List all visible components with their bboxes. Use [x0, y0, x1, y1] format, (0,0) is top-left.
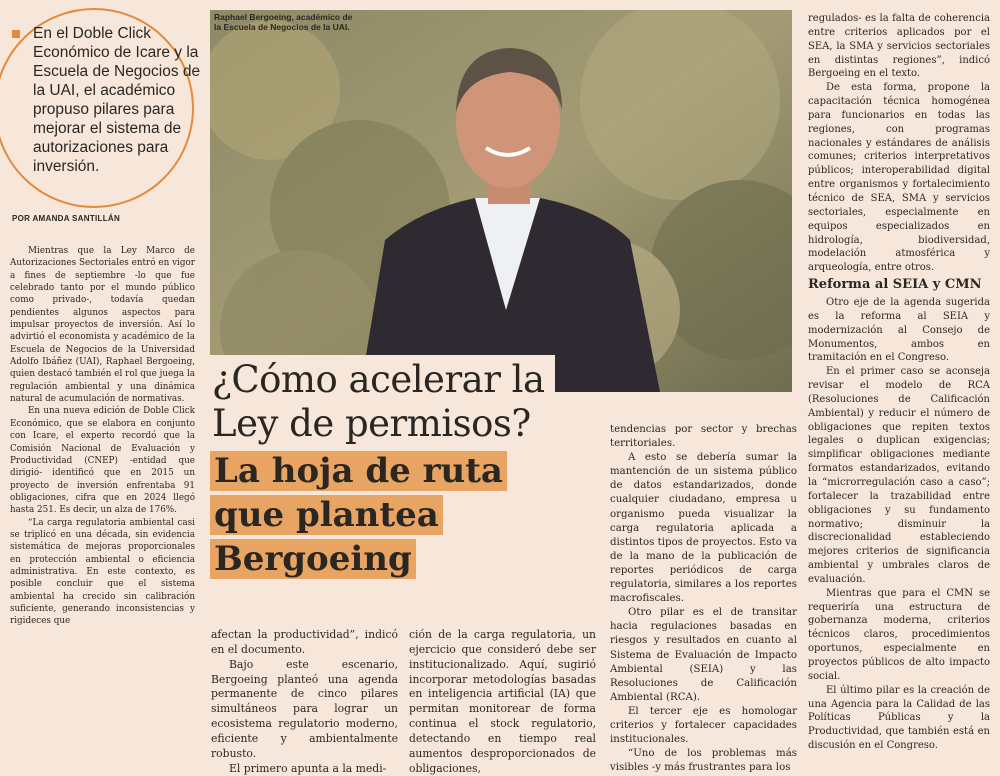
paragraph: “La carga regulatoria ambiental casi se triplicó en una década, sin evidencia sistemática de mejoras proporcionales en protección ambiental o eficiencia administrativa. En este contexto, es posible concluir que el sistema ambiental ha crecido sin calibración suficiente, generando inconsistencias y rigideces que: [10, 517, 195, 627]
paragraph: tendencias por sector y brechas territoriales.: [610, 424, 797, 450]
paragraph: A esto se debería sumar la mantención de un sistema público de datos estandarizados, donde cualquier ciudadano, empresa u organismo pueda visualizar la carga regulatoria aplicada a distintos tipos de proyectos. Esto va de la mano de la publicación de reportes periódicos de carga regulatoria, similares a los reportes macrofiscales.: [610, 452, 797, 605]
article-column-3: [409, 628, 596, 776]
paragraph: afectan la productividad”, indicó en el documento.: [211, 628, 398, 656]
paragraph: El primero apunta a la medi-: [229, 761, 387, 775]
section-heading: Reforma al SEIA y CMN: [808, 277, 982, 293]
paragraph: Otro pilar es el de transitar hacia regulaciones basadas en riesgos y resultados en cuanto al Sistema de Evaluación de Impacto Ambiental (SEIA) y las Resoluciones de Calificación Ambiental (RCA).: [610, 607, 797, 703]
bullet-square-icon: [12, 30, 20, 38]
headline-line-1: La hoja de ruta: [210, 451, 507, 491]
paragraph: regulados- es la falta de coherencia entre criterios aplicados por el SEA, la SMA y servicios sectoriales en distintas regiones”, indicó Bergoeing en el texto.: [808, 13, 990, 80]
paragraph: Mientras que para el CMN se requeriría una estructura de gobernanza moderna, criterios técnicos claros, procedimientos oportunos, especialmente en proyectos públicos de alto impacto social.: [808, 587, 990, 682]
headline-line-2: que plantea: [210, 495, 443, 535]
headline-question: ¿Cómo acelerar la Ley de permisos?: [212, 358, 545, 445]
article-column-4: [610, 423, 797, 775]
paragraph: Otro eje de la agenda sugerida es la reforma al SEIA y modernización al Consejo de Monumentos, ambos en tramitación en el Congreso.: [808, 297, 990, 364]
paragraph: En el primer caso se aconseja revisar el modelo de RCA (Resoluciones de Calificación Ambiental) y reducir el número de obligaciones que repiten textos legales o duplican exigencias; simplificar obligaciones mediante formatos estandarizados, evitando la “microrregulación caso a caso”; fortalecer la trazabilidad entre obligaciones y su fundamento normativo; disminuir la discrecionalidad estableciendo mejores criterios de significancia ambiental y umbrales claros de evaluación.: [808, 366, 990, 585]
paragraph: ción de la carga regulatoria, un ejercicio que consideró debe ser institucionalizado. Aquí, sugirió incorporar metodologías basadas en inteligencia artificial (IA) que permitan monitorear de forma continua el stock regulatorio, detectando en tiempo real aumentos desproporcionados de obligaciones,: [409, 628, 596, 775]
lead-summary: En el Doble Click Económico de Icare y la Escuela de Negocios de la UAI, el académico propuso pilares para mejorar el sistema de autorizaciones para inversión.: [33, 25, 201, 175]
headline-line-3: Bergoeing: [210, 539, 416, 579]
paragraph: Mientras que la Ley Marco de Autorizaciones Sectoriales entró en vigor a fines de septiembre -lo que fue celebrado tanto por el mundo público como privado-, todavía quedan pendientes algunos aspectos para impulsar proyectos de inversión. Así lo advirtió el economista y académico de la Escuela de Negocios de la Universidad Adolfo Ibáñez (UAI), Raphael Bergoeing, quien destacó también el rol que juega la regulación ambiental y una dinámica natural de acumulación de normativas.: [10, 246, 195, 405]
photo-caption: Raphael Bergoeing, académico de la Escuela de Negocios de la UAI.: [214, 12, 353, 32]
article-column-2: [211, 628, 398, 776]
paragraph: De esta forma, propone la capacitación técnica homogénea para funcionarios en todas las regiones, con programas nacionales y estándares de análisis comunes; criterios interpretativos públicos; interoperabilidad digital entre organismos y fortalecimiento técnico de SEA, SMA y servicios sectoriales, especialmente en equipos especializados en hidrología, biodiversidad, modelación atmosférica y arqueología, entre otros.: [808, 82, 990, 274]
paragraph: “Uno de los problemas más visibles -y más frustrantes para los: [610, 748, 797, 774]
paragraph: El último pilar es la creación de una Agencia para la Calidad de las Políticas Públicas y la Productividad, que también está en discusión en el Congreso.: [808, 684, 990, 752]
byline: POR AMANDA SANTILLÁN: [12, 214, 121, 223]
paragraph: Bajo este escenario, Bergoeing planteó una agenda permanente de cinco pilares simultáneos para lograr un ecosistema regulatorio moderno, eficiente y ambientalmente robusto.: [211, 657, 398, 760]
paragraph: El tercer eje es homologar criterios y fortalecer capacidades institucionales.: [610, 705, 797, 746]
article-column-5: [808, 12, 990, 753]
article-column-1: [10, 245, 195, 628]
portrait-photo: [210, 10, 792, 392]
paragraph: En una nueva edición de Doble Click Económico, que se elabora en conjunto con Icare, el experto recordó que la Comisión Nacional de Evaluación y Productividad (CNEP) -entidad que dirigió- identificó que en 2015 un proyecto de inversión enfrentaba 91 obligaciones, cifra que en 2024 llegó hasta 251. Es decir, un alza de 176%.: [10, 406, 195, 516]
